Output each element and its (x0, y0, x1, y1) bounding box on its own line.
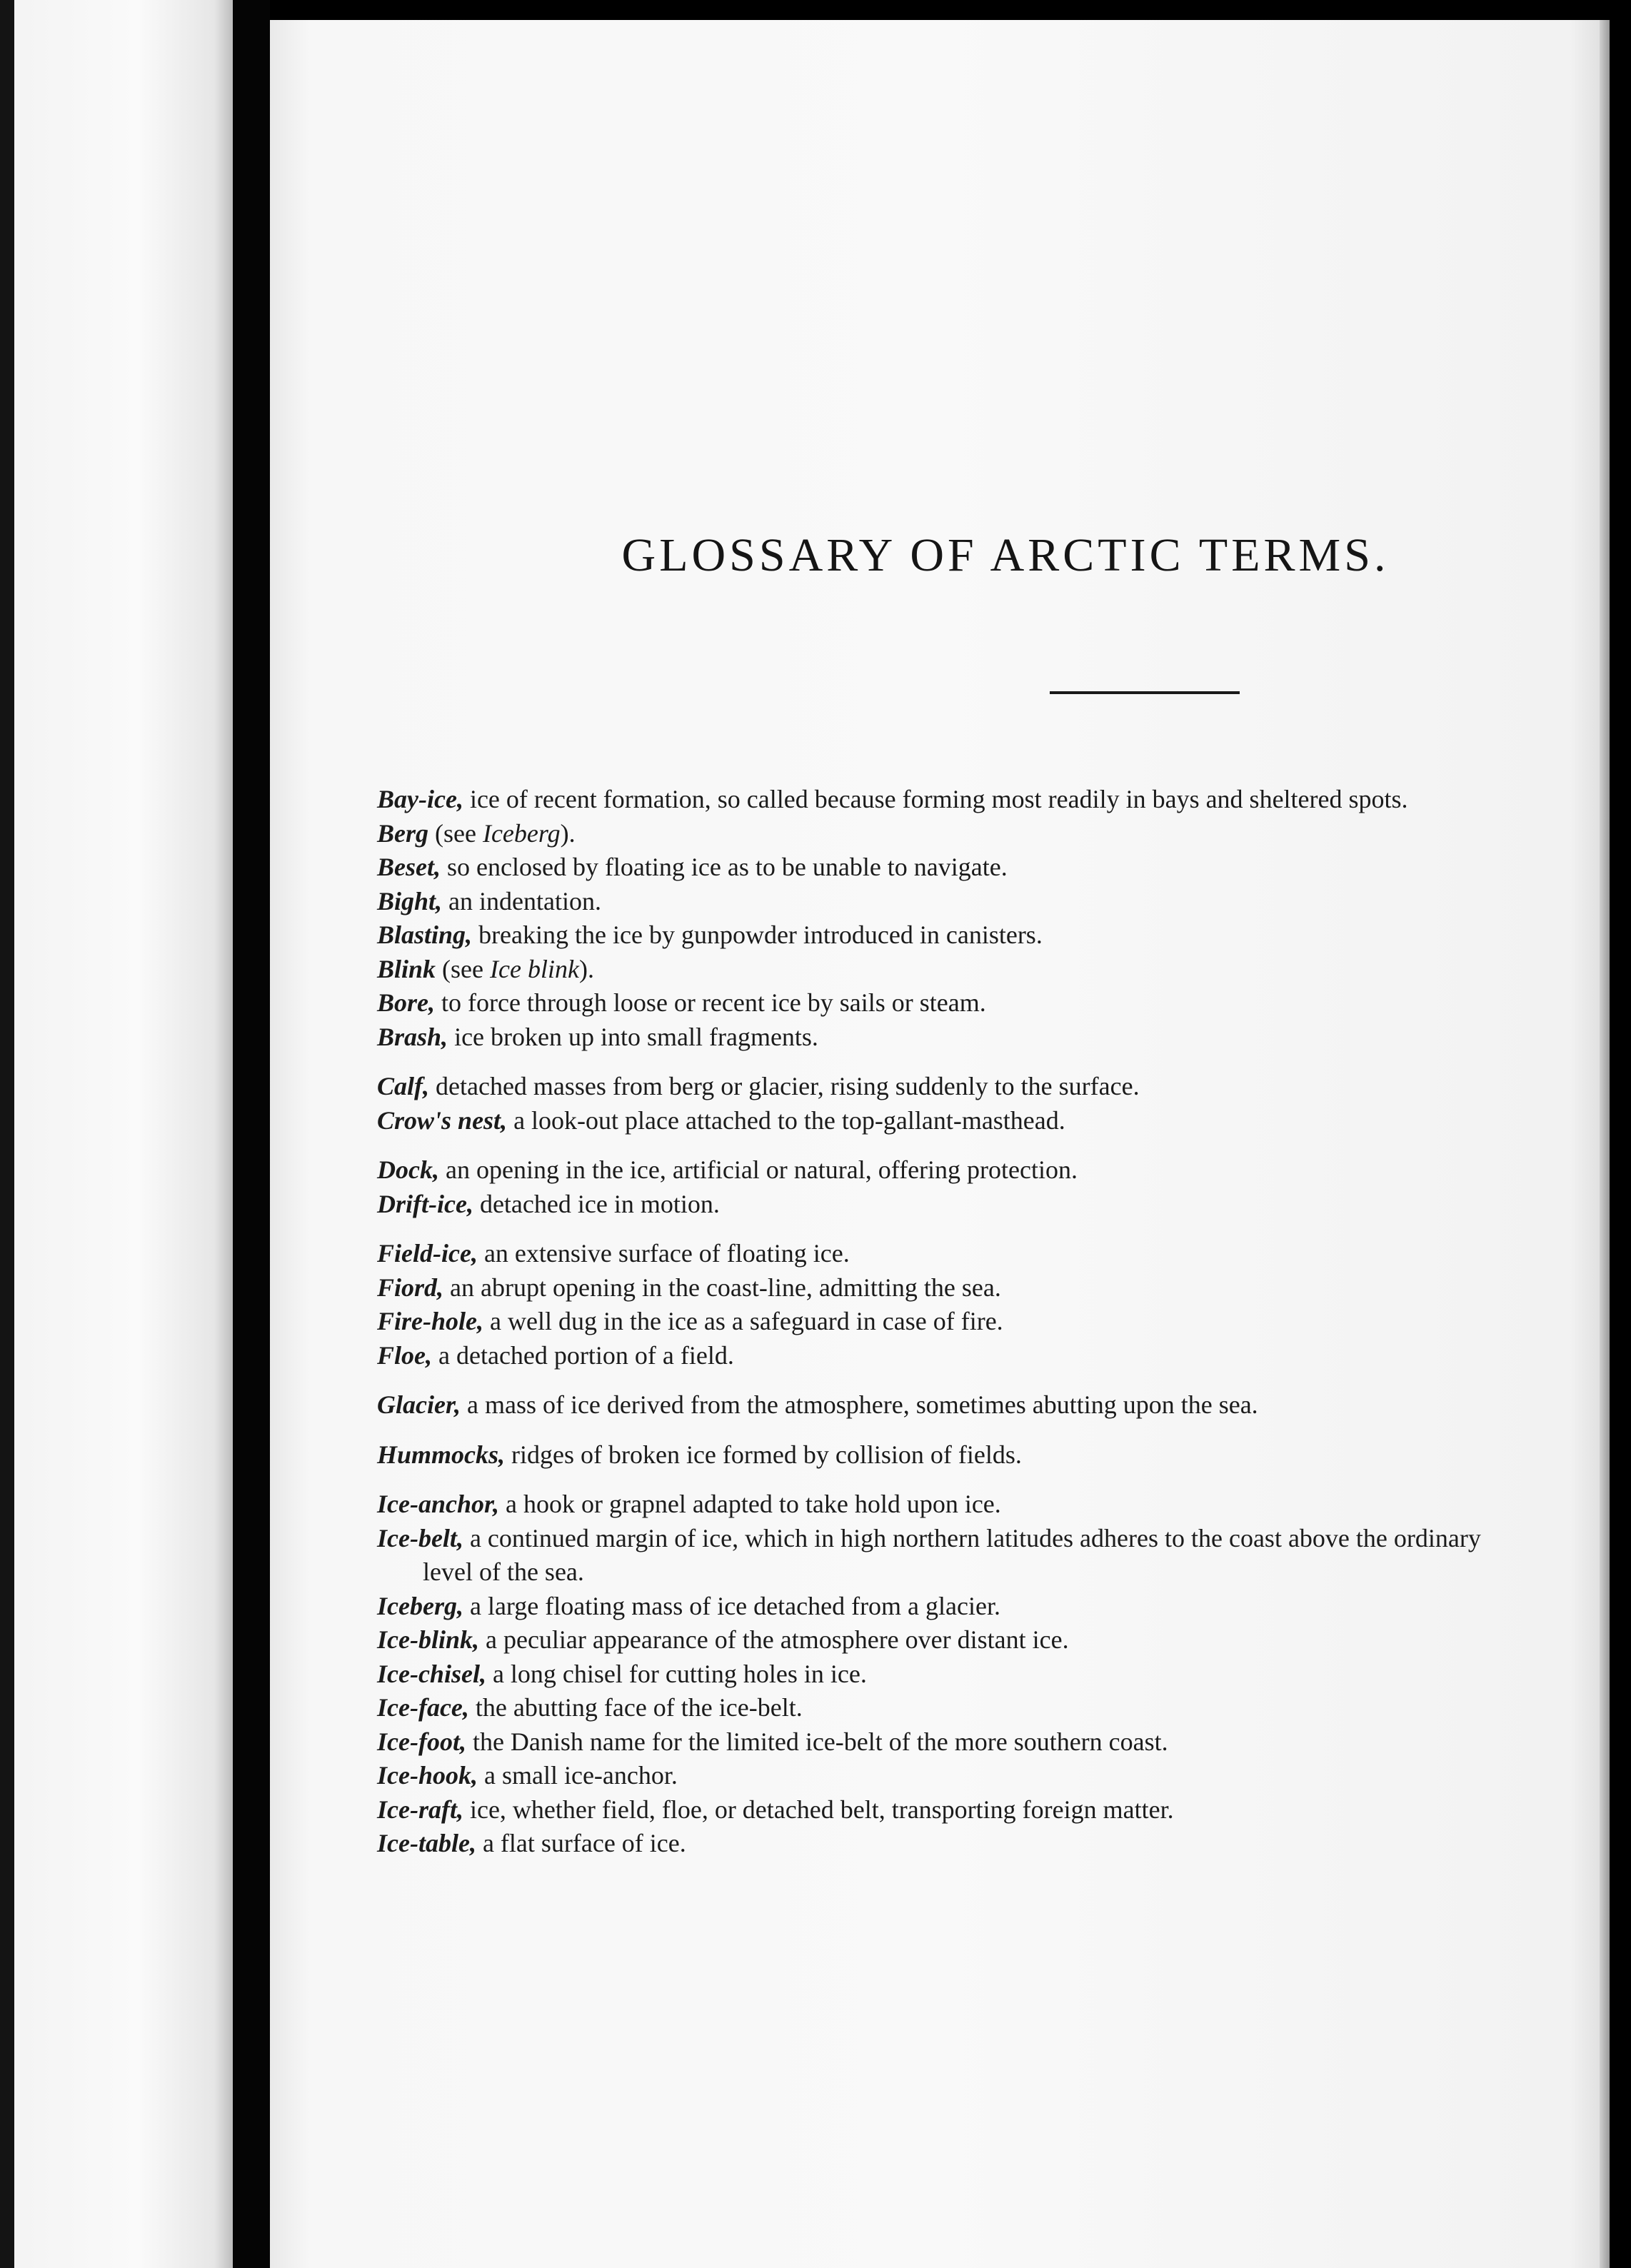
entry-definition: a long chisel for cutting holes in ice. (492, 1659, 867, 1688)
entry-reference: Iceberg (482, 818, 561, 848)
glossary-entry (377, 1827, 1520, 1861)
glossary-entry (377, 885, 1520, 919)
glossary-entry (377, 1438, 1520, 1472)
entry-definition: ridges of broken ice formed by collision of fields. (511, 1440, 1022, 1469)
glossary-entry (377, 783, 1520, 817)
glossary-entry (377, 1759, 1520, 1793)
entry-definition: ice, whether field, floe, or detached belt, transporting foreign matter. (469, 1795, 1174, 1824)
entry-definition: to force through loose or recent ice by sails or steam. (441, 988, 986, 1017)
entry-definition: (see (442, 954, 484, 983)
entry-term: Calf, (377, 1072, 430, 1100)
glossary-entry (377, 1020, 1520, 1055)
entry-definition: a flat surface of ice. (482, 1829, 686, 1857)
left-page (0, 0, 233, 2268)
page-title: GLOSSARY OF ARCTIC TERMS. (621, 529, 1390, 581)
right-page (270, 20, 1610, 2268)
entry-term: Dock, (377, 1155, 439, 1184)
entry-term: Ice-chisel, (377, 1659, 486, 1688)
entry-definition: an indentation. (448, 886, 601, 915)
entry-definition: a small ice-anchor. (483, 1761, 678, 1790)
entry-term: Fire-hole, (377, 1307, 483, 1335)
glossary-entry (377, 918, 1520, 953)
entry-term: Ice-foot, (377, 1727, 466, 1756)
entry-term: Ice-hook, (377, 1761, 478, 1790)
entry-definition: so enclosed by floating ice as to be unable to navigate. (446, 853, 1008, 881)
entry-term: Beset, (377, 853, 441, 881)
entry-definition: (see (435, 818, 476, 848)
glossary-list (377, 783, 1520, 1861)
entry-definition: ice broken up into small fragments. (454, 1022, 818, 1051)
entry-reference: Ice blink (490, 954, 579, 983)
entry-definition: a mass of ice derived from the atmosphere, sometimes abutting upon the sea. (466, 1390, 1258, 1419)
glossary-entry (377, 1339, 1520, 1373)
entry-term: Ice-belt, (377, 1523, 463, 1552)
entry-definition: the abutting face of the ice-belt. (475, 1693, 803, 1722)
entry-definition: detached ice in motion. (479, 1189, 720, 1218)
glossary-entry (377, 1188, 1520, 1222)
entry-term: Ice-raft, (377, 1795, 463, 1824)
glossary-entry (377, 1271, 1520, 1305)
entry-tail: ). (560, 818, 576, 848)
entry-term: Glacier, (377, 1390, 461, 1419)
entry-term: Blasting, (377, 920, 473, 949)
entry-definition: a detached portion of a field. (438, 1340, 734, 1370)
entry-term: Ice-blink, (377, 1625, 479, 1654)
glossary-entry (377, 1623, 1520, 1657)
entry-term: Bore, (377, 988, 435, 1017)
entry-definition: a hook or grapnel adapted to take hold upon ice. (506, 1490, 1001, 1518)
glossary-entry (377, 1070, 1520, 1104)
entry-term: Ice-table, (377, 1829, 476, 1857)
glossary-entry (377, 1104, 1520, 1138)
entry-definition: a look-out place attached to the top-gallant-masthead. (513, 1105, 1065, 1135)
entry-definition: detached masses from berg or glacier, rising suddenly to the surface. (436, 1072, 1140, 1100)
glossary-entry (377, 1153, 1520, 1188)
title-rule (1050, 691, 1240, 694)
entry-term: Blink (377, 954, 436, 983)
glossary-entry (377, 1691, 1520, 1725)
glossary-entry (377, 1590, 1520, 1624)
entry-definition: an abrupt opening in the coast-line, admitting the sea. (450, 1273, 1001, 1302)
glossary-entry (377, 1305, 1520, 1339)
entry-term: Field-ice, (377, 1239, 478, 1268)
glossary-entry (377, 1793, 1520, 1827)
entry-term: Fiord, (377, 1273, 444, 1302)
glossary-entry (377, 986, 1520, 1020)
entry-definition: an opening in the ice, artificial or natural, offering protection. (445, 1155, 1078, 1184)
entry-term: Bight, (377, 886, 443, 915)
book-gutter (233, 0, 270, 2268)
entry-term: Crow's nest, (377, 1105, 508, 1135)
entry-definition: a large floating mass of ice detached from a glacier. (469, 1591, 1000, 1620)
glossary-entry (377, 1725, 1520, 1760)
entry-tail: ). (578, 954, 594, 983)
entry-term: Ice-anchor, (377, 1490, 499, 1518)
entry-definition: a well dug in the ice as a safeguard in case of fire. (490, 1307, 1003, 1335)
entry-term: Floe, (377, 1340, 432, 1370)
glossary-entry (377, 850, 1520, 885)
entry-definition: a continued margin of ice, which in high northern latitudes adheres to the coast above the ordinary level of the sea. (423, 1523, 1481, 1586)
entry-term: Iceberg, (377, 1591, 463, 1620)
glossary-entry (377, 1237, 1520, 1271)
entry-term: Brash, (377, 1022, 448, 1051)
entry-term: Drift-ice, (377, 1189, 473, 1218)
entry-term: Bay-ice, (377, 785, 463, 813)
entry-term: Hummocks, (377, 1440, 506, 1469)
glossary-entry (377, 1522, 1520, 1590)
entry-definition: breaking the ice by gunpowder introduced in canisters. (478, 920, 1043, 949)
entry-definition: the Danish name for the limited ice-belt of the more southern coast. (472, 1727, 1168, 1756)
glossary-entry (377, 1487, 1520, 1522)
entry-term: Ice-face, (377, 1693, 469, 1722)
entry-definition: an extensive surface of floating ice. (483, 1239, 850, 1268)
glossary-entry (377, 817, 1520, 851)
glossary-entry (377, 1657, 1520, 1692)
glossary-entry (377, 1388, 1520, 1422)
entry-definition: ice of recent formation, so called because forming most readily in bays and sheltered spots. (469, 785, 1408, 813)
entry-term: Berg (377, 818, 428, 848)
entry-definition: a peculiar appearance of the atmosphere over distant ice. (485, 1625, 1069, 1654)
glossary-entry (377, 953, 1520, 987)
